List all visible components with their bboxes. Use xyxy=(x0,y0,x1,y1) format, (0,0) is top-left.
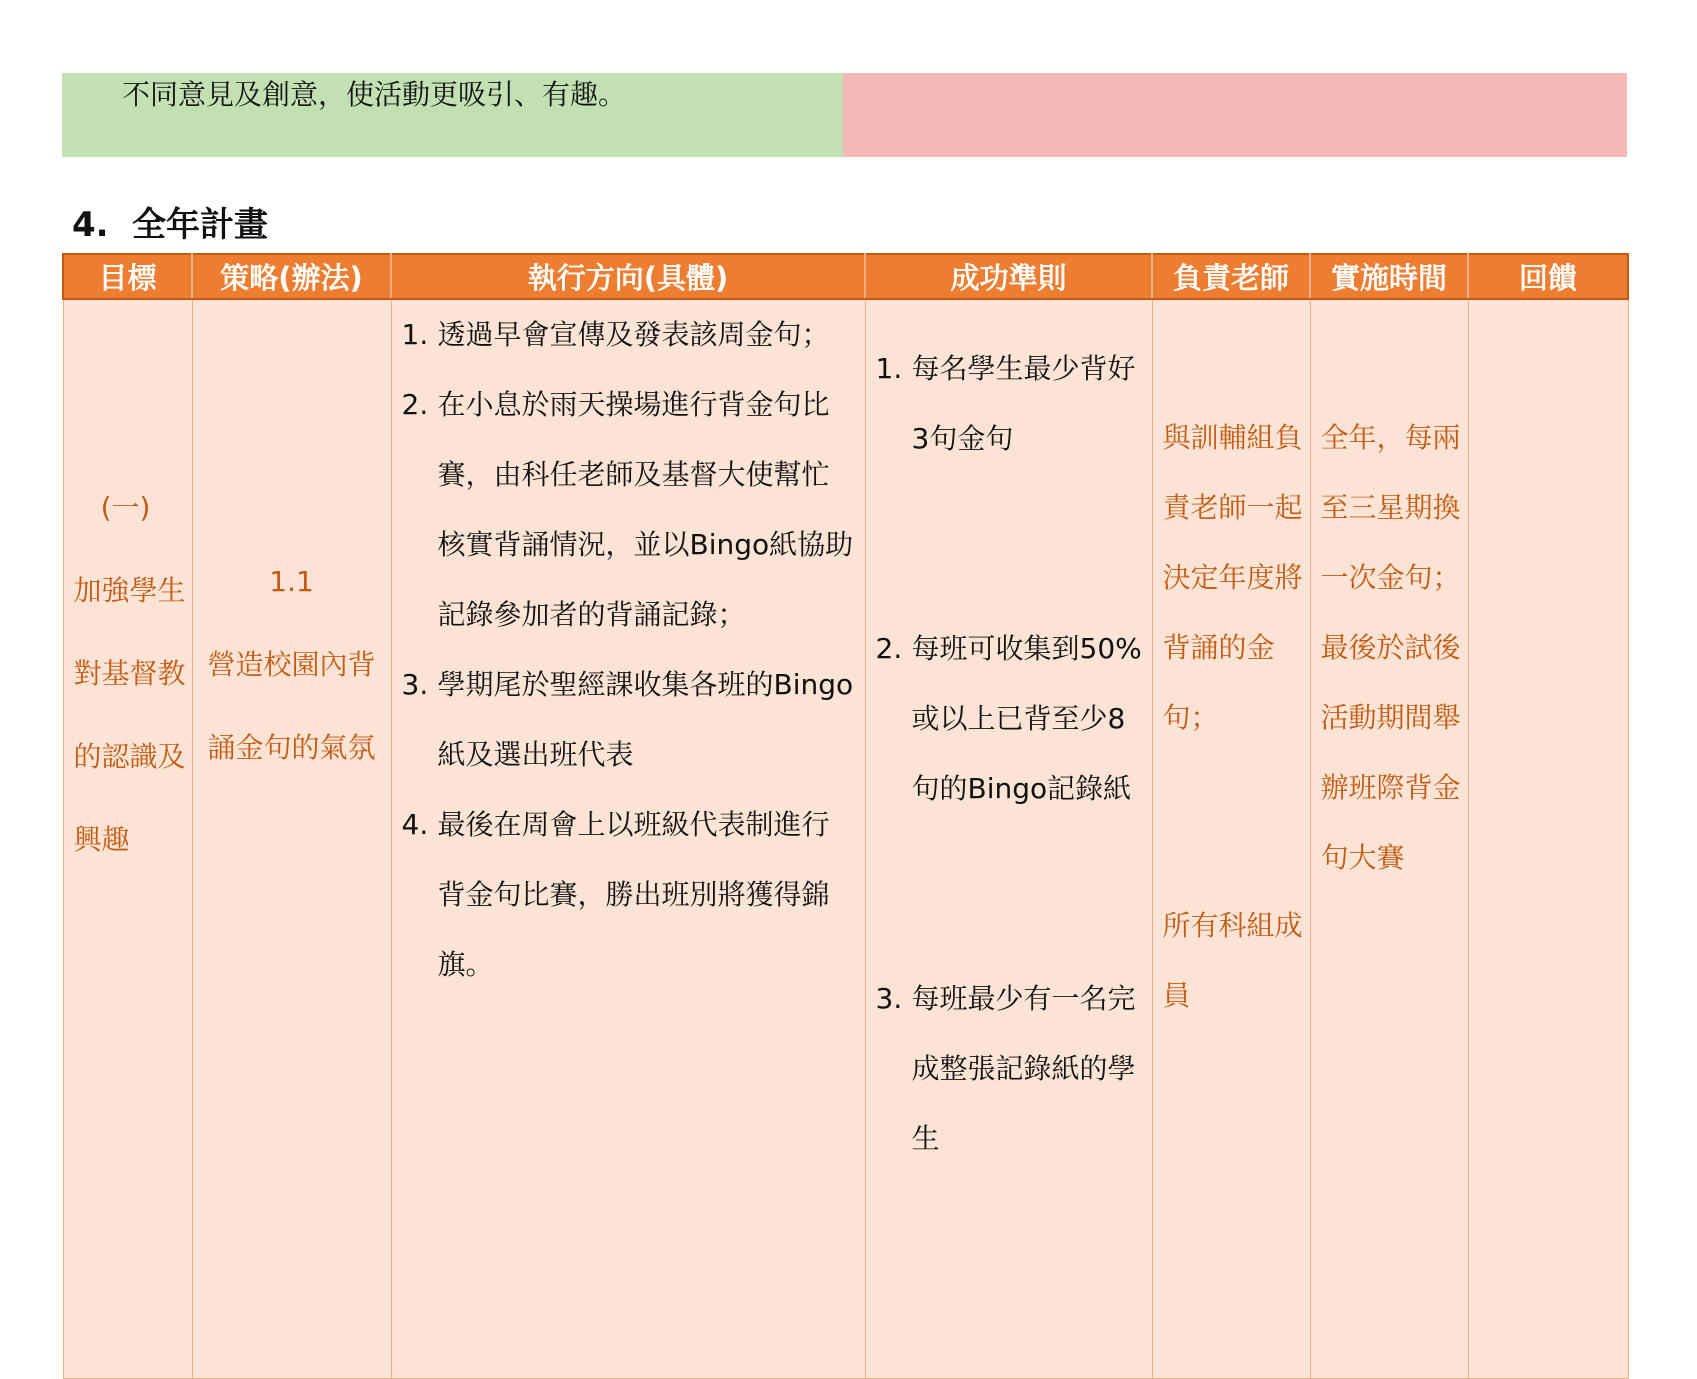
section-number: 4. xyxy=(72,205,109,245)
header-teacher: 負責老師 xyxy=(1152,254,1310,299)
strategy-number: 1.1 xyxy=(269,565,314,598)
goal-number: (一) xyxy=(100,491,151,524)
action-number: 1. xyxy=(401,318,429,351)
teacher-text-1: 與訓輔組負責老師一起決定年度將背誦的金句； xyxy=(1162,421,1303,734)
action-item xyxy=(402,650,857,790)
action-list xyxy=(402,300,857,1000)
criteria-list xyxy=(876,334,1148,1174)
action-item xyxy=(402,370,857,650)
spacer xyxy=(876,824,1148,964)
criteria-text: 每名學生最少背好3句金句 xyxy=(911,352,1136,455)
table-header-row xyxy=(63,254,1628,299)
action-number: 3. xyxy=(401,668,429,701)
strategy-cell xyxy=(192,299,391,1379)
criteria-text: 每班最少有一名完成整張記錄紙的學生 xyxy=(911,982,1136,1155)
action-text: 透過早會宣傳及發表該周金句； xyxy=(437,318,830,351)
action-item xyxy=(402,790,857,1000)
header-time: 實施時間 xyxy=(1310,254,1468,299)
previous-section-band xyxy=(62,73,1627,157)
header-action: 執行方向(具體) xyxy=(391,254,865,299)
band-text: 不同意見及創意，使活動更吸引、有趣。 xyxy=(122,78,627,111)
criteria-cell xyxy=(865,299,1152,1379)
section-title: 全年計畫 xyxy=(132,205,268,245)
header-feedback: 回饋 xyxy=(1468,254,1628,299)
criteria-item xyxy=(876,334,1148,474)
strategy-text: 營造校園內背誦金句的氣氛 xyxy=(207,648,376,764)
feedback-cell xyxy=(1468,299,1628,1379)
teacher-cell xyxy=(1152,299,1310,1379)
spacer xyxy=(876,474,1148,614)
criteria-item xyxy=(876,614,1148,824)
criteria-number: 2. xyxy=(875,632,903,665)
action-text: 學期尾於聖經課收集各班的Bingo紙及選出班代表 xyxy=(437,668,854,771)
header-criteria: 成功準則 xyxy=(865,254,1152,299)
action-text: 最後在周會上以班級代表制進行背金句比賽，勝出班別將獲得錦旗。 xyxy=(437,808,830,981)
annual-plan-table xyxy=(62,253,1629,1379)
action-number: 2. xyxy=(401,388,429,421)
band-green-cell xyxy=(62,73,843,157)
goal-text: 加強學生對基督教的認識及興趣 xyxy=(73,574,186,856)
action-cell xyxy=(391,299,865,1379)
criteria-text: 每班可收集到50%或以上已背至少8句的Bingo記錄紙 xyxy=(911,632,1142,805)
action-text: 在小息於雨天操場進行背金句比賽，由科任老師及基督大使幫忙核實背誦情況，並以Bingo紙協助記錄參加者的背誦記錄； xyxy=(437,388,854,631)
action-item xyxy=(402,300,857,370)
header-strategy: 策略(辦法) xyxy=(192,254,391,299)
action-number: 4. xyxy=(401,808,429,841)
time-cell xyxy=(1310,299,1468,1379)
teacher-text-2: 所有科組成員 xyxy=(1162,909,1303,1012)
band-red-cell xyxy=(843,73,1627,157)
criteria-number: 3. xyxy=(875,982,903,1015)
header-goal: 目標 xyxy=(63,254,192,299)
spacer xyxy=(1163,753,1306,891)
table-row xyxy=(63,299,1628,1379)
criteria-number: 1. xyxy=(875,352,903,385)
criteria-item xyxy=(876,964,1148,1174)
goal-cell xyxy=(63,299,192,1379)
time-text: 全年，每兩至三星期換一次金句；最後於試後活動期間舉辦班際背金句大賽 xyxy=(1320,421,1461,874)
section-heading xyxy=(72,203,268,247)
